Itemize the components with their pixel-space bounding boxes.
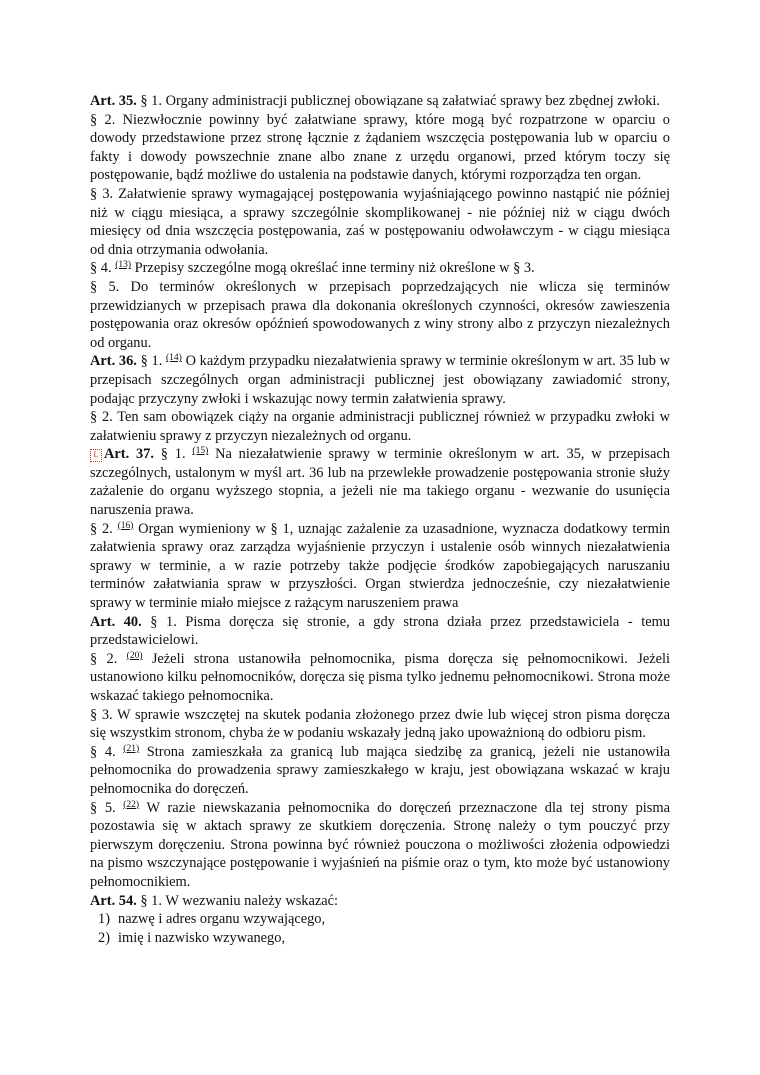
paragraph-text: Pisma doręcza się stronie, a gdy strona działa przez przedstawiciela - temu przedstawicielowi. [90,613,670,649]
footnote-link[interactable]: (20) [126,650,143,661]
paragraph-art37-s2 [90,520,670,613]
article-number: Art. 54. [90,892,137,909]
paragraph-art35-s4 [90,259,670,278]
section-number: § 4. [90,260,112,277]
paragraph-art40-s4 [90,743,670,799]
paragraph-art40-s1 [90,613,670,650]
section-number: § 1. [140,892,162,909]
document-page [90,92,670,947]
paragraph-art37-s1 [90,445,670,519]
footnote-link[interactable]: (16) [117,520,134,531]
section-number: § 1. [150,613,177,630]
list-item-text: nazwę i adres organu wzywającego, [118,911,326,928]
paragraph-art36-s2 [90,408,670,445]
paragraph-art54-s1 [90,892,670,911]
paragraph-text: Załatwienie sprawy wymagającej postępowania wyjaśniającego powinno nastąpić nie później niż w ciągu miesiąca, a sprawy szczególnie skomplikowanej - nie później niż w ciągu dwóch miesięcy od dnia wszczęcia postępowania, zaś w postępowaniu odwoławczym - w ciągu miesiąca od dnia otrzymania odwołania. [90,185,670,258]
paragraph-text: Przepisy szczególne mogą określać inne terminy niż określone w § 3. [134,260,535,277]
paragraph-text: W sprawie wszczętej na skutek podania złożonego przez dwie lub więcej stron pisma doręcza się wszystkim stronom, chyba że w podaniu wskazały jedną jako upoważnioną do odbioru pism. [90,706,670,742]
article-number: Art. 35. [90,93,137,109]
paragraph-text: Do terminów określonych w przepisach poprzedzających nie wlicza się terminów przewidzianych w przepisach prawa dla dokonania określonych czynności, okresów zawieszenia postępowania oraz okresów opóźnień spowodowanych z winy strony albo z przyczyn niezależnych od organu. [90,278,670,351]
paragraph-art40-s5 [90,799,670,892]
section-number: § 5. [90,799,116,816]
paragraph-text: Strona zamieszkała za granicą lub mająca siedzibę za granicą, jeżeli nie ustanowiła pełnomocnika do prowadzenia sprawy zamieszkałego w kraju, jest obowiązana wskazać w kraju pełnomocnika do doręczeń. [90,743,670,797]
paragraph-text: Niezwłocznie powinny być załatwiane sprawy, które mogą być rozpatrzone w oparciu o dowody przedstawione przez stronę łącznie z żądaniem wszczęcia postępowania lub w oparciu o fakty i dowody powszechnie znane albo znane z urzędu organowi, przed którym toczy się postępowanie, bądź możliwe do ustalenia na podstawie danych, którymi rozporządza ten organ. [90,111,670,184]
paragraph-art35-s5 [90,278,670,352]
paragraph-art35-s1 [90,92,670,111]
section-number: § 5. [90,278,120,295]
paragraph-text: Jeżeli strona ustanowiła pełnomocnika, pisma doręcza się pełnomocnikowi. Jeżeli ustanowiono kilku pełnomocników, doręcza się pisma tylko jednemu pełnomocnikowi. Strona może wskazać takiego pełnomocnika. [90,650,670,704]
section-number: § 2. [90,520,113,537]
article-number: Art. 36. [90,353,137,370]
list-item [98,910,670,929]
paragraph-text: Na niezałatwienie sprawy w terminie określonym w art. 35, w przepisach szczególnych, ustalonym w myśl art. 36 lub na przewlekłe prowadzenie postępowania stronie służy zażalenie do organu wyższego stopnia, a jeżeli nie ma takiego organu - wezwanie do usunięcia naruszenia prawa. [90,446,670,519]
section-number: § 2. [90,409,113,426]
section-number: § 1. [140,93,162,109]
paragraph-text: Organ wymieniony w § 1, uznając zażalenie za uzasadnione, wyznacza dodatkowy termin załatwienia sprawy oraz zarządza wyjaśnienie przyczyn i ustalenie osób winnych niezałatwienia sprawy w terminie, a w razie potrzeby także podjęcie środków zapobiegających naruszaniu terminów załatwiania spraw w przyszłości. Organ stwierdza jednocześnie, czy niezałatwienie sprawy w terminie miało miejsce z rażącym naruszeniem prawa [90,520,670,612]
footnote-link[interactable]: (22) [123,799,140,810]
section-number: § 2. [90,111,116,128]
list-item-text: imię i nazwisko wzywanego, [118,929,286,946]
footnote-link[interactable]: (13) [115,260,132,271]
section-number: § 3. [90,706,113,723]
article-number: Art. 37. [104,446,154,463]
enumerated-list [90,910,670,947]
article-number: Art. 40. [90,613,142,630]
footnote-link[interactable]: (15) [192,446,209,457]
paragraph-art40-s2 [90,650,670,706]
paragraph-art36-s1 [90,352,670,408]
list-item [98,929,670,948]
section-number: § 4. [90,743,116,760]
section-number: § 1. [140,353,163,370]
section-number: § 1. [160,446,186,463]
paragraph-art35-s2 [90,111,670,185]
list-item-number: 1) [98,911,110,928]
annotation-marker-icon[interactable]: L [90,449,102,462]
paragraph-art35-s3 [90,185,670,259]
paragraph-text: Ten sam obowiązek ciąży na organie administracji publicznej również w przypadku zwłoki w załatwieniu sprawy z przyczyn niezależnych od organu. [90,409,670,444]
section-number: § 2. [90,650,118,667]
section-number: § 3. [90,185,114,202]
paragraph-text: W wezwaniu należy wskazać: [165,892,339,909]
paragraph-text: O każdym przypadku niezałatwienia sprawy w terminie określonym w art. 35 lub w przepisach szczególnych organ administracji publicznej jest obowiązany zawiadomić strony, podając przyczyny zwłoki i wskazując nowy termin załatwienia sprawy. [90,353,671,407]
footnote-link[interactable]: (21) [123,743,140,754]
footnote-link[interactable]: (14) [166,353,182,364]
paragraph-art40-s3 [90,706,670,743]
list-item-number: 2) [98,929,110,946]
paragraph-text: W razie niewskazania pełnomocnika do doręczeń przeznaczone dla tej strony pisma pozostawia się w aktach sprawy ze skutkiem doręczenia. Stronę należy o tym pouczyć przy pierwszym doręczeniu. Strona powinna być również pouczona o możliwości złożenia odpowiedzi na pismo wszczynające postępowanie i wyjaśnień na piśmie oraz o tym, kto może być ustanowiony pełnomocnikiem. [90,799,670,890]
paragraph-text: Organy administracji publicznej obowiązane są załatwiać sprawy bez zbędnej zwłoki. [165,93,660,109]
